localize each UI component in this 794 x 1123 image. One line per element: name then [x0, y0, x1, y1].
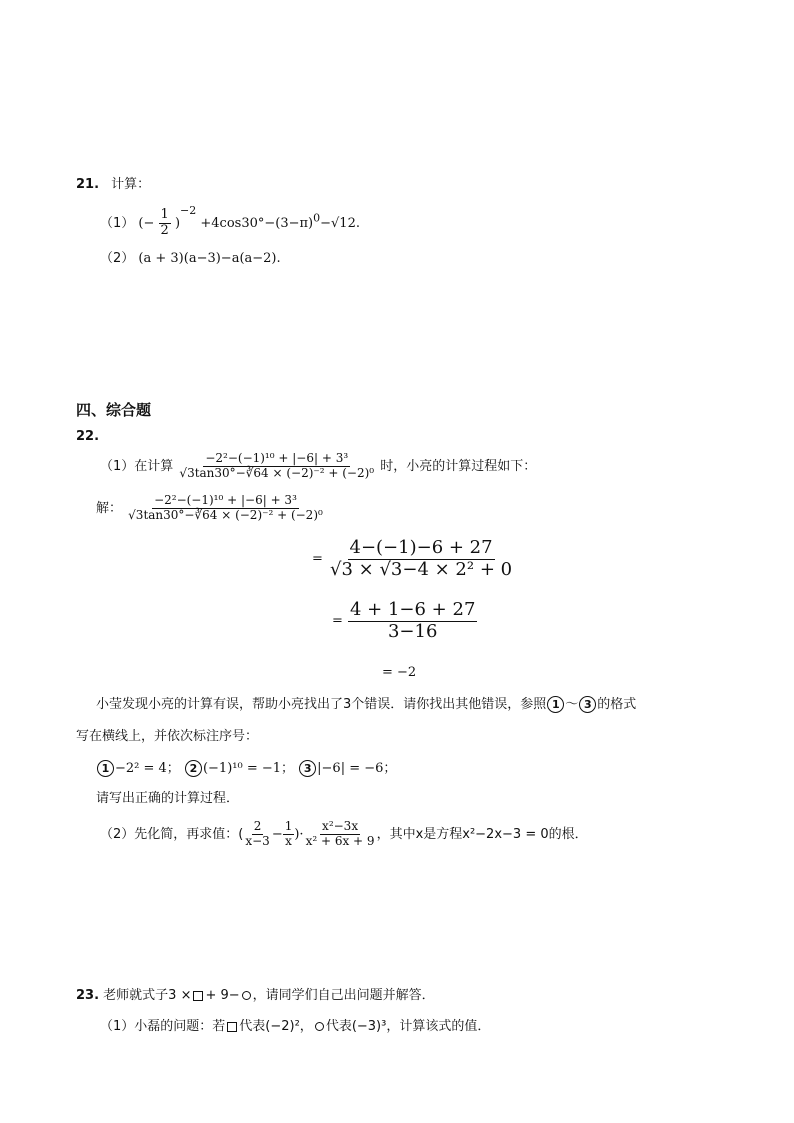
- q21-p1-fraction: [159, 208, 171, 239]
- q22-step2-fraction: [348, 600, 477, 642]
- q22-err2: (−1)¹⁰ = −1；: [202, 761, 295, 776]
- q23-line1-c: ，请同学们自己出问题并解答．: [252, 988, 435, 1003]
- q23-line1-b: + 9−: [205, 988, 240, 1003]
- q22-number: 22.: [76, 429, 100, 444]
- q22-p2-close: )·: [294, 826, 304, 842]
- circle-1-icon: 1: [97, 760, 114, 777]
- q21-heading: [76, 176, 150, 194]
- q23-line2-a: （1）小磊的问题：若: [100, 1019, 226, 1034]
- q21-part2: [100, 250, 281, 268]
- q21-p1-exp0: 0: [313, 211, 321, 225]
- q22-p2-after: ，其中x是方程x²−2x−3 = 0的根．: [376, 826, 588, 842]
- q22-step1-num: 4−(−1)−6 + 27: [349, 537, 493, 558]
- q22-step1-fraction: [328, 538, 514, 580]
- q22-step1-den: √3 × √3−4 × 2² + 0: [330, 558, 513, 580]
- q22-p2-f1-den: x−3: [245, 833, 270, 848]
- q22-errors: [96, 760, 396, 778]
- q23-line2-b: 代表(−2)²，: [239, 1019, 313, 1034]
- q22-part2: [100, 820, 588, 849]
- q22-p2-label: （2）先化简，再求值：(: [100, 826, 244, 842]
- section-title: 四、综合题: [76, 401, 152, 419]
- circle-symbol-icon: [315, 1022, 324, 1031]
- q21-p1-frac-den: 2: [160, 222, 169, 238]
- q21-number: 21.: [76, 177, 100, 192]
- q22-para1-end: 的格式: [597, 697, 637, 712]
- q23-line2-c: 代表(−3)³，计算该式的值．: [325, 1019, 491, 1034]
- q22-frac-den: √3tan30°−∛64 × (−2)⁻² + (−2)⁰: [179, 465, 375, 480]
- q23-line1-a: 老师就式子3 ×: [103, 988, 192, 1003]
- circle-1-icon: 1: [547, 696, 564, 713]
- q22-solution-line: [96, 494, 325, 523]
- q22-step3: = −2: [382, 665, 417, 680]
- q23-line2: [100, 1018, 490, 1036]
- q22-step2-den: 3−16: [387, 620, 438, 642]
- q22-p2-f2-num: 1: [284, 819, 293, 833]
- q22-p1-after: 时，小亮的计算过程如下：: [380, 458, 537, 474]
- q22-para1: [96, 696, 636, 714]
- q23-line1: [76, 987, 435, 1005]
- q23-number: 23.: [76, 988, 100, 1003]
- q22-part1-line: [100, 452, 536, 481]
- square-symbol-icon: [227, 1022, 237, 1032]
- circle-symbol-icon: [242, 991, 251, 1000]
- q22-sol-frac-num: −2²−(−1)¹⁰ + |−6| + 3³: [154, 493, 297, 507]
- q22-p2-frac3: [304, 820, 377, 849]
- q21-p1-label: （1）: [100, 215, 135, 231]
- q22-step1: [312, 538, 514, 580]
- q22-p2-frac2: [283, 820, 295, 849]
- q22-p2-frac1: [243, 820, 271, 849]
- q22-frac-num: −2²−(−1)¹⁰ + |−6| + 3³: [205, 451, 349, 465]
- q21-p1-exp: −2: [180, 203, 197, 217]
- q22-p2-f2-den: x: [285, 833, 292, 848]
- q22-main-fraction: [177, 452, 376, 481]
- q22-para2: 写在横线上，并依次标注序号：: [76, 729, 259, 744]
- q22-p2-f1-num: 2: [253, 819, 262, 833]
- q22-sol-frac-den: √3tan30°−∛64 × (−2)⁻² + (−2)⁰: [128, 507, 323, 522]
- q22-para3: 请写出正确的计算过程．: [96, 791, 240, 806]
- circle-2-icon: 2: [185, 760, 202, 777]
- q22-p1-label: （1）在计算: [100, 458, 174, 474]
- q21-p2-expr: (a + 3)(a−3)−a(a−2).: [138, 251, 281, 266]
- q21-p1-expr-d: −√12.: [320, 215, 360, 231]
- circle-3-icon: 3: [299, 760, 316, 777]
- q21-p1-frac-num: 1: [160, 207, 169, 222]
- q22-sol-fraction: [126, 494, 325, 523]
- q22-step2-num: 4 + 1−6 + 27: [350, 599, 476, 620]
- q22-step2-eq: =: [332, 613, 343, 629]
- q22-p2-f3-num: x²−3x: [322, 819, 359, 833]
- q22-err1: −2² = 4；: [115, 761, 180, 776]
- q21-p1-expr-c: +4cos30°−(3−π): [200, 215, 314, 231]
- q21-title: 计算：: [111, 177, 151, 192]
- q22-p2-f3-den: x² + 6x + 9: [305, 833, 375, 848]
- q21-p2-label: （2）: [100, 251, 135, 266]
- q21-part1: [100, 203, 360, 239]
- q22-para1-tilde: ～: [565, 697, 579, 712]
- q22-sol-label: 解：: [96, 500, 123, 516]
- q21-p1-expr-a: (−: [138, 215, 155, 231]
- q22-para1-text: 小莹发现小亮的计算有误，帮助小亮找出了3个错误．请你找出其他错误，参照: [96, 697, 547, 712]
- circle-3-icon: 3: [579, 696, 596, 713]
- q21-p1-expr-b: ): [174, 215, 181, 231]
- q22-err3: |−6| = −6；: [317, 761, 397, 776]
- square-symbol-icon: [193, 991, 203, 1001]
- q22-step2: [332, 600, 477, 642]
- q22-p2-minus: −: [271, 826, 283, 842]
- q22-step1-eq: =: [312, 551, 323, 567]
